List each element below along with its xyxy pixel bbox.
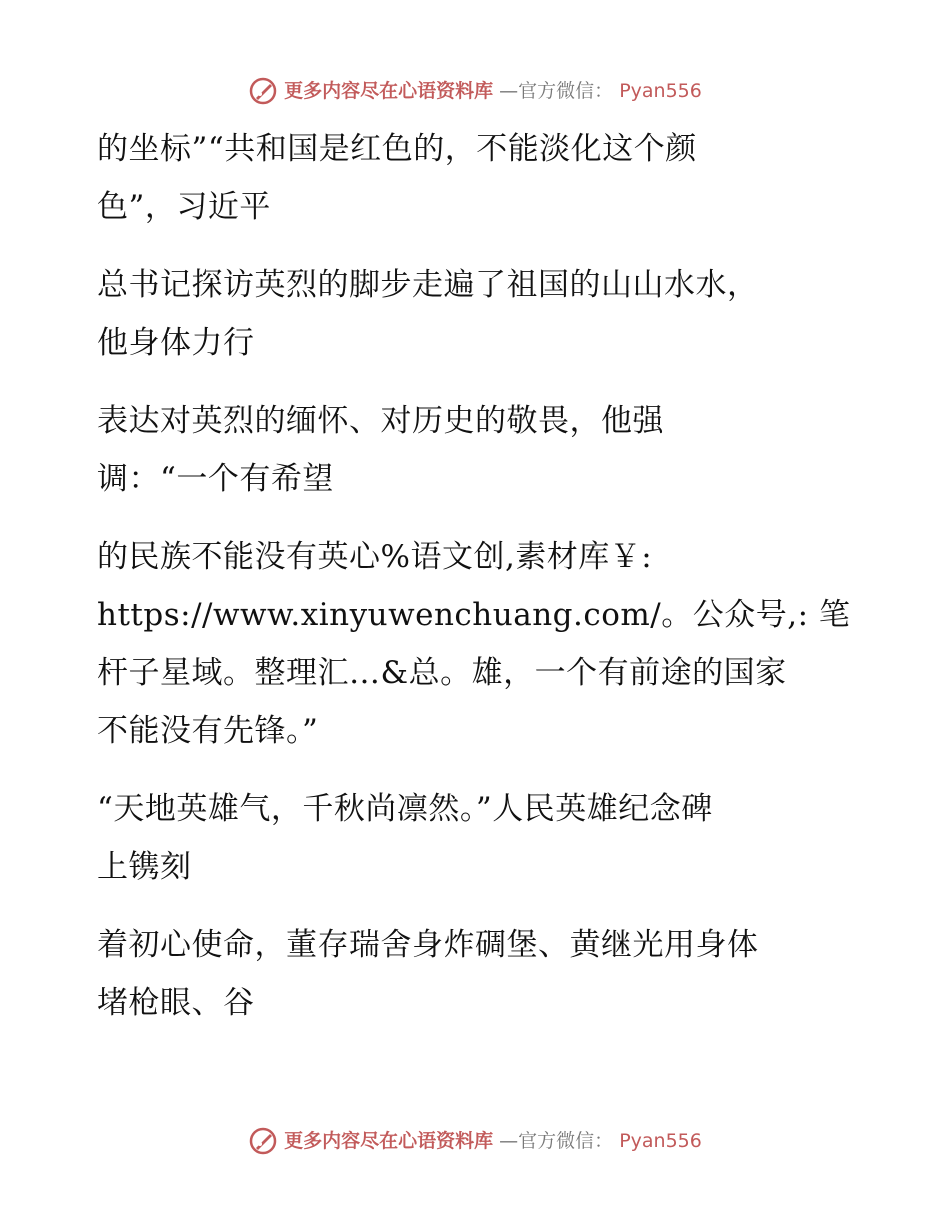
text-line: 堵枪眼、谷 (97, 985, 255, 1021)
text-line: 调：“一个有希望 (97, 461, 334, 497)
text-line: 的民族不能没有英心%语文创,素材库￥: (97, 539, 653, 575)
watermark-site-name: 更多内容尽在心语资料库 (284, 80, 494, 102)
paragraph-6 (97, 916, 877, 1032)
text-line: “天地英雄气，千秋尚凛然。”人民英雄纪念碑 (97, 791, 713, 827)
text-line: 不能没有先锋。” (97, 713, 319, 749)
paragraph-2 (97, 256, 877, 372)
watermark-wechat-id: Pyan556 (619, 80, 702, 102)
text-line: 的坐标”“共和国是红色的，不能淡化这个颜 (97, 131, 697, 167)
text-line: 表达对英烈的缅怀、对历史的敬畏，他强 (97, 403, 664, 439)
quill-seal-icon (248, 1126, 278, 1156)
paragraph-1 (97, 120, 877, 236)
text-line: 着初心使命，董存瑞舍身炸碉堡、黄继光用身体 (97, 927, 759, 963)
text-line: 他身体力行 (97, 325, 255, 361)
text-line: 色”，习近平 (97, 189, 271, 225)
watermark-site-name: 更多内容尽在心语资料库 (284, 1130, 494, 1152)
paragraph-4 (97, 528, 877, 760)
header-watermark (0, 76, 950, 106)
paragraph-3 (97, 392, 877, 508)
text-line: https://www.xinyuwenchuang.com/。公众号,: 笔 (97, 597, 851, 633)
text-line: 总书记探访英烈的脚步走遍了祖国的山山水水， (97, 267, 759, 303)
watermark-wechat-id: Pyan556 (619, 1130, 702, 1152)
quill-seal-icon (248, 76, 278, 106)
watermark-wechat-label: —官方微信： (499, 80, 614, 102)
text-line: 上镌刻 (97, 849, 192, 885)
text-line: 杆子星域。整理汇…&总。雄，一个有前途的国家 (97, 655, 787, 691)
document-body (97, 120, 877, 1038)
footer-watermark (0, 1126, 950, 1156)
paragraph-5 (97, 780, 877, 896)
watermark-wechat-label: —官方微信： (499, 1130, 614, 1152)
